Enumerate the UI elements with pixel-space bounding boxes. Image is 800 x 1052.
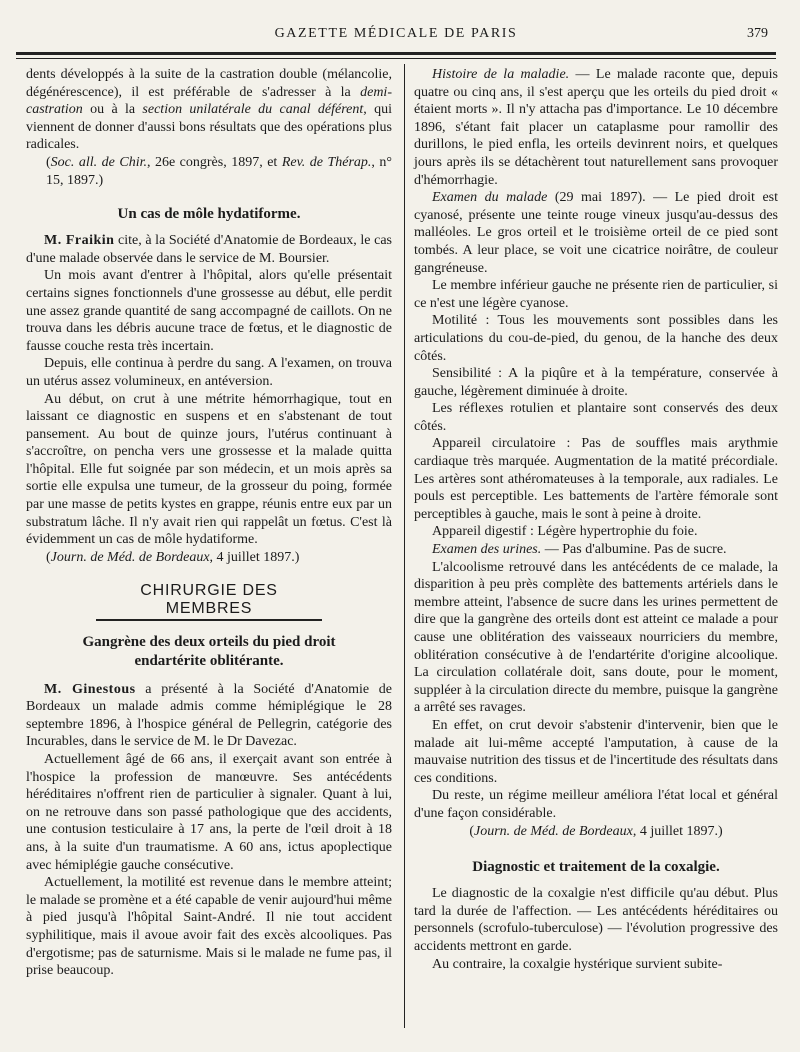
- membre-paragraph: Le membre inférieur gauche ne présente rien de particulier, si ce n'est une légère cyanose.: [414, 278, 778, 311]
- gangrene-paragraph-3: Actuellement, la motilité est revenue dans le membre atteint; le malade se promène et a été capable de venir aujourd'hui même à pied jusqu'à l'hôpital Saint-André. Il nie tout accident syphilitique, mais il avoue avoir fait des excès alcooliques. Pas d'ergotisme; pas de saturnisme. Mais si le malade ne fume pas, il prise beaucoup.: [26, 875, 392, 979]
- motilite-paragraph: Motilité : Tous les mouvements sont possibles dans les articulations du cou-de-pied, du genou, de la hanche des deux côtés.: [414, 313, 778, 364]
- coxalgie-paragraph-1: Le diagnostic de la coxalgie n'est difficile qu'au début. Plus tard la durée de l'affection. — Les antécédents héréditaires ou personnels (scrofulo-tuberculose) — l'évolution progressive des accidents mettront en garde.: [414, 886, 778, 954]
- section-title-chirurgie: CHIRURGIE DES MEMBRES: [96, 582, 322, 620]
- mole-paragraph-2: Un mois avant d'entrer à l'hôpital, alors qu'elle présentait certains signes fonctionnels d'une grossesse au début, elle perdit une assez grande quantité de sang accompagné de caillots. On ne trouva dans les débris aucune trace de fœtus, et le diagnostic de fausse couche resta très incertain.: [26, 268, 392, 354]
- page-number: 379: [747, 26, 768, 41]
- circulatoire-paragraph: Appareil circulatoire : Pas de souffles mais arythmie cardiaque très marquée. Augmentation de la matité précordiale. Les artères sont athéromateuses à la temporale, aux radiales. Le pouls est perceptible. Les battements de l'artère fémorale sont perceptibles à gauche, mais le sont à peine à droite.: [414, 436, 778, 522]
- text-run: , qui viennent de donner d'aussi bons résultats que des opérations plus radicales.: [26, 102, 392, 153]
- header-rule-thin: [16, 58, 776, 59]
- text-run: , n° 15, 1897.): [46, 154, 392, 188]
- text-run: , 4 juillet 1897.): [632, 823, 723, 839]
- castration-paragraph: [26, 66, 392, 154]
- text-run: cite, à la Société d'Anatomie de Bordeaux, le cas d'une malade observée dans le service de M. Boursier.: [26, 233, 392, 266]
- exam-paragraph: [414, 189, 778, 277]
- citation-bordeaux-1: [26, 549, 392, 567]
- article-title-coxalgie: Diagnostic et traitement de la coxalgie.: [472, 859, 720, 876]
- running-title: GAZETTE MÉDICALE DE PARIS: [274, 26, 518, 41]
- author-ginestous: M. Ginestous: [44, 681, 136, 697]
- text-run: dents développés à la suite de la castration double (mélancolie, dégénérescence), il est préférable de s'adresser à la: [26, 67, 392, 100]
- text-run: (29 mai 1897). — Le pied droit est cyanosé, présente une teinte rouge vineux jusqu'au-dessus des malléoles. Le gros orteil et le troisième orteil de ce pied sont tombés. A leur place, se voit une cicatrice noirâtre, de couleur gangréneuse.: [414, 190, 778, 276]
- exam-label: Examen du malade: [432, 190, 548, 206]
- text-run: — Le malade raconte que, depuis quatre ou cinq ans, il s'est aperçu que les orteils du pied droit « étaient morts ». Il n'y attacha pas d'importance. Le 10 décembre 1896, s'étant fait placer un cataplasme pour ramollir des durillons, le pied enfla, les orteils devinrent noirs, et quelques jours après ils se détachèrent tout naturellement sans provoquer d'hémorrhagie.: [414, 67, 778, 188]
- header-rule-thick: [16, 52, 776, 55]
- author-fraikin: M. Fraikin: [44, 233, 115, 249]
- text-run: — Pas d'albumine. Pas de sucre.: [541, 542, 727, 558]
- text-run: (: [469, 823, 474, 839]
- mole-paragraph-4: Au début, on crut à une métrite hémorrhagique, tout en laissant ce diagnostic en suspens et en s'abstenant de tout pansement. Au bout de quinze jours, l'utérus continuant à s'accroître, on pencha vers une grossesse et la malade quitta l'hôpital. Elle fut soignée par son médecin, et un mois après sa sortie elle expulsa une tumeur, de la grosseur du poing, formée par une masse de petits kystes en grappe, réunis entre eux par un substratum lâche. Il n'y avait rien qui rappelât un fœtus. C'est là évidemment un cas de môle hydatiforme.: [26, 391, 392, 548]
- urines-paragraph: [414, 541, 778, 559]
- coxalgie-paragraph-2: Au contraire, la coxalgie hystérique survient subite-: [432, 956, 723, 972]
- text-run: , 4 juillet 1897.): [209, 549, 300, 565]
- citation-soc-chir: [26, 154, 392, 189]
- citation-source: Journ. de Méd. de Bordeaux: [50, 549, 210, 565]
- sensibilite-paragraph: Sensibilité : A la piqûre et à la température, conservée à gauche, légèrement diminuée à droite.: [414, 366, 778, 399]
- mole-paragraph-3: Depuis, elle continua à perdre du sang. A l'examen, on trouva un utérus assez volumineux, en antéversion.: [26, 356, 392, 389]
- text-run: (: [46, 549, 51, 565]
- text-run: , 26e congrès, 1897, et: [146, 154, 282, 170]
- right-column: [414, 66, 778, 973]
- left-column: [26, 66, 392, 980]
- reflexes-paragraph: Les réflexes rotulien et plantaire sont conservés des deux côtés.: [414, 401, 778, 434]
- digestif-paragraph: Appareil digestif : Légère hypertrophie du foie.: [432, 524, 698, 540]
- emphasis-demi-castration: demi-castration: [26, 84, 392, 118]
- article-title-gangrene: [26, 633, 392, 671]
- urines-label: Examen des urines.: [432, 542, 542, 558]
- abstention-paragraph: En effet, on crut devoir s'abstenir d'intervenir, bien que le malade ait lui-même accepté l'amputation, à cause de la mauvaise nutrition des tissus et de l'incertitude des résultats dans ces conditions.: [414, 717, 778, 786]
- text-run: a présenté à la Société d'Anatomie de Bordeaux un malade admis comme hémiplégique le 28 septembre 1896, à l'hospice général de Pellegrin, catégorie des Incurables, dans le service de M. le Dr Davezac.: [26, 681, 393, 750]
- alcoolisme-paragraph: L'alcoolisme retrouvé dans les antécédents de ce malade, la disparition à peu près complète des battements artériels dans le membre atteint, l'absence de sucre dans les urines permettent de dire que la gangrène des orteils dont est atteint ce malade a pour cause une oblitération des vaisseaux nourriciers du membre, oblitération consécutive à de l'endartérite d'origine alcoolique. La circulation collatérale doit, sans doute, pour le moment, suppléer à la circulation directe du membre, puisque la gangrène a arrêté ses ravages.: [414, 559, 778, 716]
- citation-bordeaux-2: [414, 823, 778, 841]
- title-line: Gangrène des deux orteils du pied droit: [82, 633, 336, 650]
- title-line: endartérite oblitérante.: [134, 652, 284, 669]
- history-label: Histoire de la maladie.: [432, 67, 570, 82]
- gangrene-paragraph-1: [26, 681, 392, 751]
- text-run: ou à la: [82, 102, 143, 118]
- citation-source: Soc. all. de Chir.: [50, 154, 147, 170]
- regime-paragraph: Du reste, un régime meilleur améliora l'état local et général d'une façon considérable.: [414, 788, 778, 821]
- page-header: [16, 22, 776, 48]
- emphasis-section-unilaterale: section unilatérale du canal déférent: [142, 102, 364, 118]
- citation-source: Rev. de Thérap.: [281, 154, 372, 170]
- column-divider: [404, 64, 405, 1028]
- mole-paragraph-1: [26, 232, 392, 267]
- gangrene-paragraph-2: Actuellement âgé de 66 ans, il exerçait avant son entrée à l'hospice la profession de manœuvre. Ses antécédents héréditaires n'offrent rien de particulier à signaler. Quant à lui, on ne retrouve dans son passé pathologique que des accidents, une contusion testiculaire à 17 ans, la perte de l'œil droit à 18 ans, à la suite d'un traumatisme. A 60 ans, ictus apoplectique avec hémiplégie gauche consécutive.: [26, 752, 392, 873]
- text-run: (: [46, 154, 51, 170]
- citation-source: Journ. de Méd. de Bordeaux: [473, 823, 633, 839]
- article-title-mole: Un cas de môle hydatiforme.: [117, 206, 301, 223]
- history-paragraph: [414, 66, 778, 189]
